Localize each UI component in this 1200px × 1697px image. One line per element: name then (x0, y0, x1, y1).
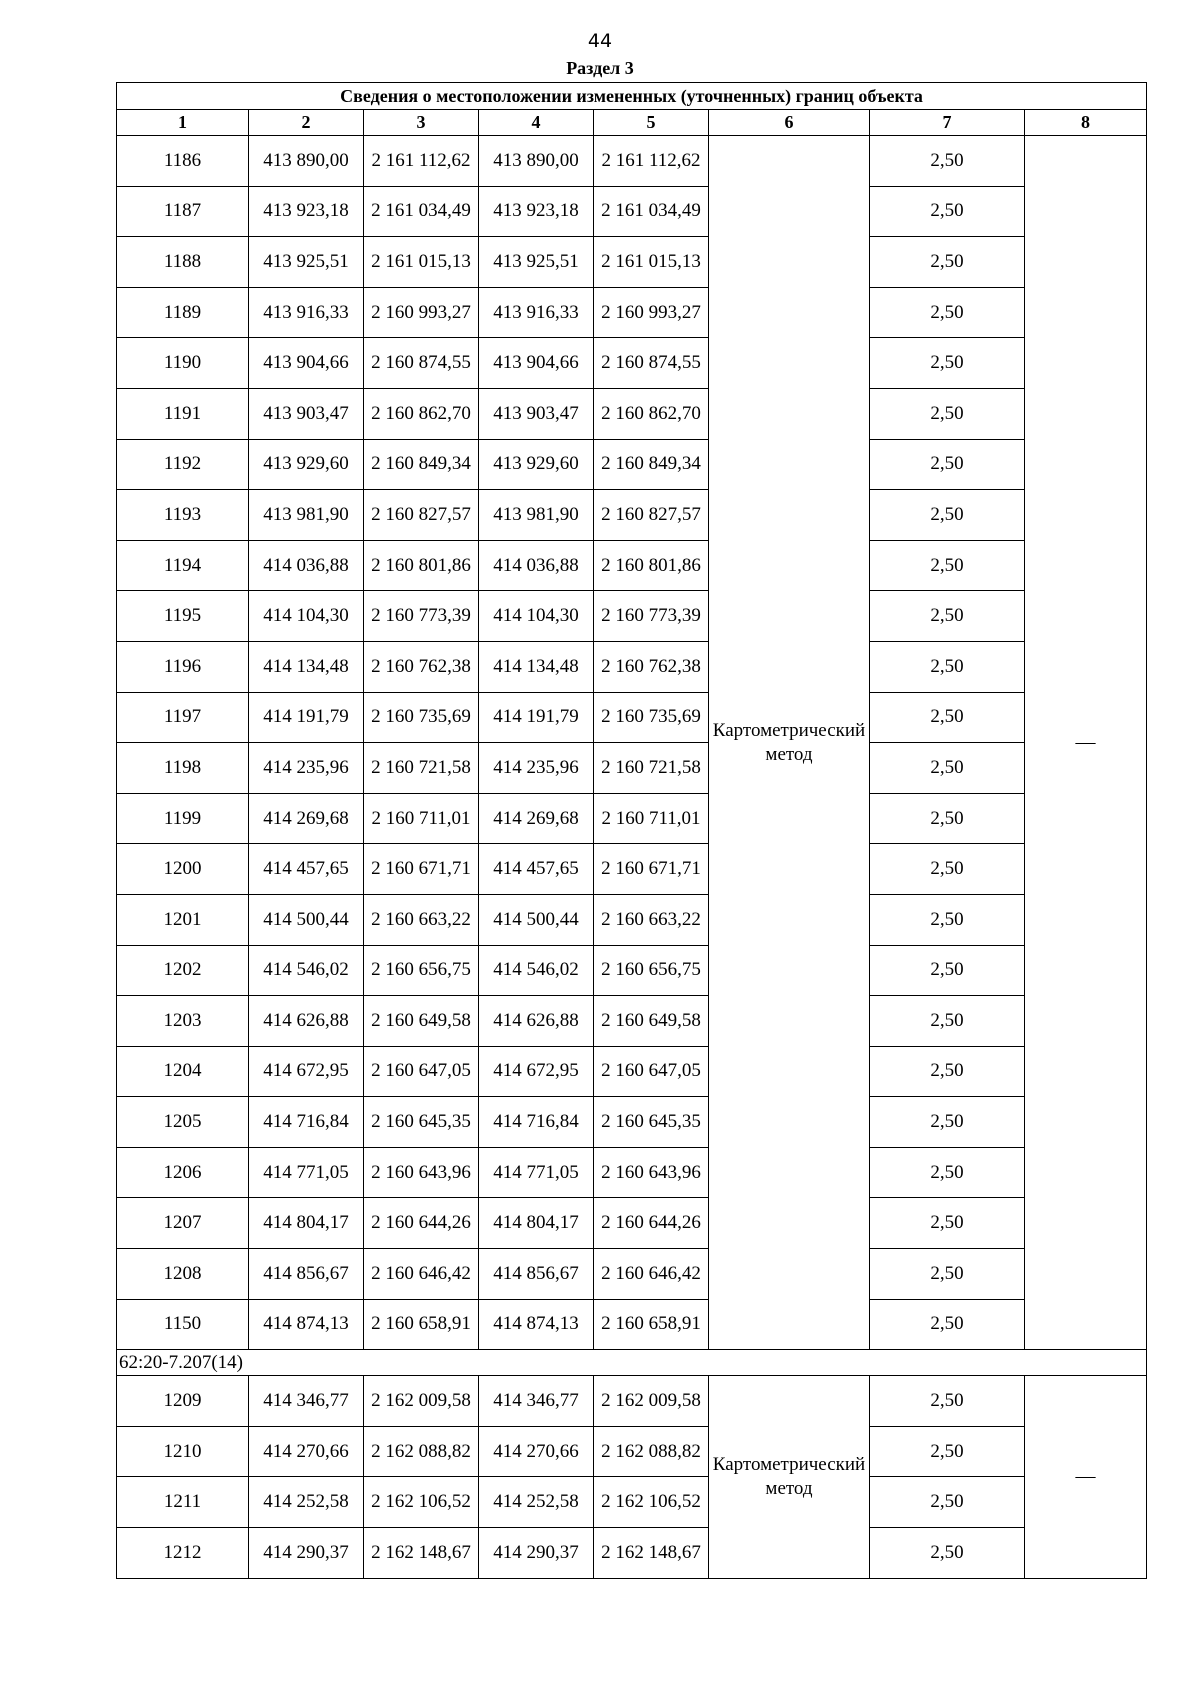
point-number: 1201 (117, 894, 249, 945)
table-row (117, 1198, 1147, 1249)
table-caption: Сведения о местоположении измененных (уточненных) границ объекта (117, 83, 1147, 110)
accuracy: 2,50 (870, 996, 1025, 1047)
old-x: 413 925,51 (249, 237, 364, 288)
old-x: 413 929,60 (249, 439, 364, 490)
accuracy: 2,50 (870, 793, 1025, 844)
column-number: 2 (249, 110, 364, 136)
accuracy: 2,50 (870, 1477, 1025, 1528)
point-number: 1196 (117, 641, 249, 692)
table-row (117, 894, 1147, 945)
new-y: 2 160 827,57 (594, 490, 709, 541)
table-row (117, 540, 1147, 591)
new-y: 2 160 711,01 (594, 793, 709, 844)
new-y: 2 160 773,39 (594, 591, 709, 642)
accuracy: 2,50 (870, 1376, 1025, 1427)
new-y: 2 160 658,91 (594, 1299, 709, 1350)
column-number: 6 (709, 110, 870, 136)
point-number: 1187 (117, 186, 249, 237)
old-y: 2 160 656,75 (364, 945, 479, 996)
old-x: 414 191,79 (249, 692, 364, 743)
new-y: 2 160 801,86 (594, 540, 709, 591)
new-x: 414 500,44 (479, 894, 594, 945)
table-row (117, 1147, 1147, 1198)
new-y: 2 160 649,58 (594, 996, 709, 1047)
old-y: 2 162 009,58 (364, 1376, 479, 1427)
point-number: 1206 (117, 1147, 249, 1198)
old-y: 2 160 649,58 (364, 996, 479, 1047)
new-x: 414 270,66 (479, 1426, 594, 1477)
new-x: 414 771,05 (479, 1147, 594, 1198)
old-x: 414 546,02 (249, 945, 364, 996)
new-x: 414 874,13 (479, 1299, 594, 1350)
table-row (117, 1046, 1147, 1097)
point-number: 1189 (117, 287, 249, 338)
column-number: 5 (594, 110, 709, 136)
old-y: 2 161 034,49 (364, 186, 479, 237)
new-x: 414 346,77 (479, 1376, 594, 1427)
old-y: 2 160 711,01 (364, 793, 479, 844)
point-number: 1191 (117, 388, 249, 439)
new-x: 414 191,79 (479, 692, 594, 743)
new-x: 414 290,37 (479, 1528, 594, 1579)
table-row (117, 439, 1147, 490)
point-number: 1150 (117, 1299, 249, 1350)
column-number: 1 (117, 110, 249, 136)
old-x: 414 235,96 (249, 743, 364, 794)
old-x: 414 626,88 (249, 996, 364, 1047)
column-number: 4 (479, 110, 594, 136)
old-x: 414 874,13 (249, 1299, 364, 1350)
point-number: 1203 (117, 996, 249, 1047)
table-row (117, 287, 1147, 338)
new-x: 414 104,30 (479, 591, 594, 642)
point-number: 1186 (117, 136, 249, 187)
new-y: 2 162 148,67 (594, 1528, 709, 1579)
new-x: 414 457,65 (479, 844, 594, 895)
old-y: 2 160 671,71 (364, 844, 479, 895)
table-row (117, 1249, 1147, 1300)
table-body (117, 83, 1147, 1579)
accuracy: 2,50 (870, 844, 1025, 895)
old-y: 2 160 644,26 (364, 1198, 479, 1249)
old-x: 414 104,30 (249, 591, 364, 642)
point-number: 1188 (117, 237, 249, 288)
old-y: 2 160 643,96 (364, 1147, 479, 1198)
new-x: 414 626,88 (479, 996, 594, 1047)
method-cell: Картометрический метод (709, 136, 870, 1350)
accuracy: 2,50 (870, 1198, 1025, 1249)
column-number: 8 (1025, 110, 1147, 136)
new-x: 414 804,17 (479, 1198, 594, 1249)
new-y: 2 160 643,96 (594, 1147, 709, 1198)
accuracy: 2,50 (870, 136, 1025, 187)
old-x: 414 457,65 (249, 844, 364, 895)
new-y: 2 160 646,42 (594, 1249, 709, 1300)
old-x: 413 903,47 (249, 388, 364, 439)
new-x: 414 134,48 (479, 641, 594, 692)
coordinates-table (116, 82, 1147, 1579)
table-row (117, 692, 1147, 743)
table-row (117, 996, 1147, 1047)
new-x: 413 923,18 (479, 186, 594, 237)
accuracy: 2,50 (870, 1097, 1025, 1148)
new-x: 413 903,47 (479, 388, 594, 439)
column-number-row (117, 110, 1147, 136)
page-number: 44 (587, 30, 613, 52)
old-x: 414 672,95 (249, 1046, 364, 1097)
point-number: 1209 (117, 1376, 249, 1427)
old-x: 413 916,33 (249, 287, 364, 338)
column-number: 3 (364, 110, 479, 136)
point-number: 1197 (117, 692, 249, 743)
table-row (117, 1097, 1147, 1148)
new-y: 2 160 762,38 (594, 641, 709, 692)
new-x: 413 904,66 (479, 338, 594, 389)
new-x: 414 269,68 (479, 793, 594, 844)
old-y: 2 160 993,27 (364, 287, 479, 338)
new-y: 2 160 993,27 (594, 287, 709, 338)
old-x: 413 904,66 (249, 338, 364, 389)
table-row (117, 844, 1147, 895)
new-y: 2 160 671,71 (594, 844, 709, 895)
old-x: 414 270,66 (249, 1426, 364, 1477)
old-y: 2 160 646,42 (364, 1249, 479, 1300)
accuracy: 2,50 (870, 591, 1025, 642)
old-x: 413 923,18 (249, 186, 364, 237)
old-y: 2 160 647,05 (364, 1046, 479, 1097)
table-row (117, 743, 1147, 794)
accuracy: 2,50 (870, 490, 1025, 541)
accuracy: 2,50 (870, 1046, 1025, 1097)
old-x: 413 981,90 (249, 490, 364, 541)
old-x: 414 716,84 (249, 1097, 364, 1148)
point-number: 1195 (117, 591, 249, 642)
old-y: 2 161 112,62 (364, 136, 479, 187)
accuracy: 2,50 (870, 338, 1025, 389)
old-x: 414 252,58 (249, 1477, 364, 1528)
table-row (117, 591, 1147, 642)
accuracy: 2,50 (870, 894, 1025, 945)
point-number: 1210 (117, 1426, 249, 1477)
new-x: 414 856,67 (479, 1249, 594, 1300)
table-row (117, 338, 1147, 389)
new-y: 2 160 862,70 (594, 388, 709, 439)
old-y: 2 160 801,86 (364, 540, 479, 591)
new-y: 2 160 645,35 (594, 1097, 709, 1148)
old-y: 2 160 663,22 (364, 894, 479, 945)
old-x: 414 346,77 (249, 1376, 364, 1427)
old-y: 2 160 721,58 (364, 743, 479, 794)
new-x: 414 036,88 (479, 540, 594, 591)
new-x: 413 981,90 (479, 490, 594, 541)
new-y: 2 160 647,05 (594, 1046, 709, 1097)
new-x: 414 672,95 (479, 1046, 594, 1097)
new-x: 414 546,02 (479, 945, 594, 996)
table-row (117, 793, 1147, 844)
old-y: 2 160 735,69 (364, 692, 479, 743)
old-y: 2 160 762,38 (364, 641, 479, 692)
old-x: 414 134,48 (249, 641, 364, 692)
new-y: 2 160 644,26 (594, 1198, 709, 1249)
new-x: 414 235,96 (479, 743, 594, 794)
column-number: 7 (870, 110, 1025, 136)
old-y: 2 160 874,55 (364, 338, 479, 389)
new-y: 2 160 656,75 (594, 945, 709, 996)
accuracy: 2,50 (870, 540, 1025, 591)
old-x: 414 856,67 (249, 1249, 364, 1300)
old-y: 2 160 862,70 (364, 388, 479, 439)
accuracy: 2,50 (870, 692, 1025, 743)
old-y: 2 160 849,34 (364, 439, 479, 490)
table-row (117, 1477, 1147, 1528)
old-x: 414 036,88 (249, 540, 364, 591)
table-row (117, 1426, 1147, 1477)
object-id: 62:20-7.207(14) (117, 1350, 1147, 1376)
old-y: 2 160 773,39 (364, 591, 479, 642)
old-x: 414 804,17 (249, 1198, 364, 1249)
old-y: 2 162 148,67 (364, 1528, 479, 1579)
method-cell: Картометрический метод (709, 1376, 870, 1578)
table-row (117, 1299, 1147, 1350)
point-number: 1193 (117, 490, 249, 541)
accuracy: 2,50 (870, 1426, 1025, 1477)
point-number: 1202 (117, 945, 249, 996)
point-number: 1208 (117, 1249, 249, 1300)
point-number: 1212 (117, 1528, 249, 1579)
old-y: 2 160 658,91 (364, 1299, 479, 1350)
old-x: 414 500,44 (249, 894, 364, 945)
new-x: 413 925,51 (479, 237, 594, 288)
object-id-row (117, 1350, 1147, 1376)
table-row (117, 1376, 1147, 1427)
old-y: 2 161 015,13 (364, 237, 479, 288)
point-number: 1207 (117, 1198, 249, 1249)
table-row (117, 237, 1147, 288)
old-y: 2 162 106,52 (364, 1477, 479, 1528)
accuracy: 2,50 (870, 743, 1025, 794)
new-y: 2 160 735,69 (594, 692, 709, 743)
table-row (117, 945, 1147, 996)
new-y: 2 162 106,52 (594, 1477, 709, 1528)
new-x: 413 890,00 (479, 136, 594, 187)
accuracy: 2,50 (870, 1147, 1025, 1198)
accuracy: 2,50 (870, 945, 1025, 996)
accuracy: 2,50 (870, 388, 1025, 439)
table-row (117, 136, 1147, 187)
point-number: 1190 (117, 338, 249, 389)
accuracy: 2,50 (870, 439, 1025, 490)
point-number: 1205 (117, 1097, 249, 1148)
accuracy: 2,50 (870, 237, 1025, 288)
table-row (117, 490, 1147, 541)
point-number: 1192 (117, 439, 249, 490)
section-title: Раздел 3 (566, 58, 634, 78)
new-y: 2 161 034,49 (594, 186, 709, 237)
new-y: 2 160 663,22 (594, 894, 709, 945)
accuracy: 2,50 (870, 1299, 1025, 1350)
new-y: 2 161 112,62 (594, 136, 709, 187)
old-y: 2 162 088,82 (364, 1426, 479, 1477)
note-cell: — (1025, 136, 1147, 1350)
caption-row (117, 83, 1147, 110)
new-x: 413 916,33 (479, 287, 594, 338)
point-number: 1194 (117, 540, 249, 591)
new-y: 2 160 874,55 (594, 338, 709, 389)
table-row (117, 388, 1147, 439)
new-y: 2 161 015,13 (594, 237, 709, 288)
point-number: 1211 (117, 1477, 249, 1528)
point-number: 1204 (117, 1046, 249, 1097)
point-number: 1200 (117, 844, 249, 895)
old-x: 414 771,05 (249, 1147, 364, 1198)
note-cell: — (1025, 1376, 1147, 1578)
accuracy: 2,50 (870, 287, 1025, 338)
table-row (117, 1528, 1147, 1579)
accuracy: 2,50 (870, 1528, 1025, 1579)
new-y: 2 160 849,34 (594, 439, 709, 490)
new-x: 414 716,84 (479, 1097, 594, 1148)
old-y: 2 160 827,57 (364, 490, 479, 541)
new-y: 2 162 009,58 (594, 1376, 709, 1427)
point-number: 1199 (117, 793, 249, 844)
new-x: 413 929,60 (479, 439, 594, 490)
new-y: 2 160 721,58 (594, 743, 709, 794)
old-x: 414 269,68 (249, 793, 364, 844)
old-x: 414 290,37 (249, 1528, 364, 1579)
old-y: 2 160 645,35 (364, 1097, 479, 1148)
accuracy: 2,50 (870, 1249, 1025, 1300)
new-x: 414 252,58 (479, 1477, 594, 1528)
new-y: 2 162 088,82 (594, 1426, 709, 1477)
table-row (117, 186, 1147, 237)
old-x: 413 890,00 (249, 136, 364, 187)
accuracy: 2,50 (870, 641, 1025, 692)
point-number: 1198 (117, 743, 249, 794)
table-row (117, 641, 1147, 692)
accuracy: 2,50 (870, 186, 1025, 237)
